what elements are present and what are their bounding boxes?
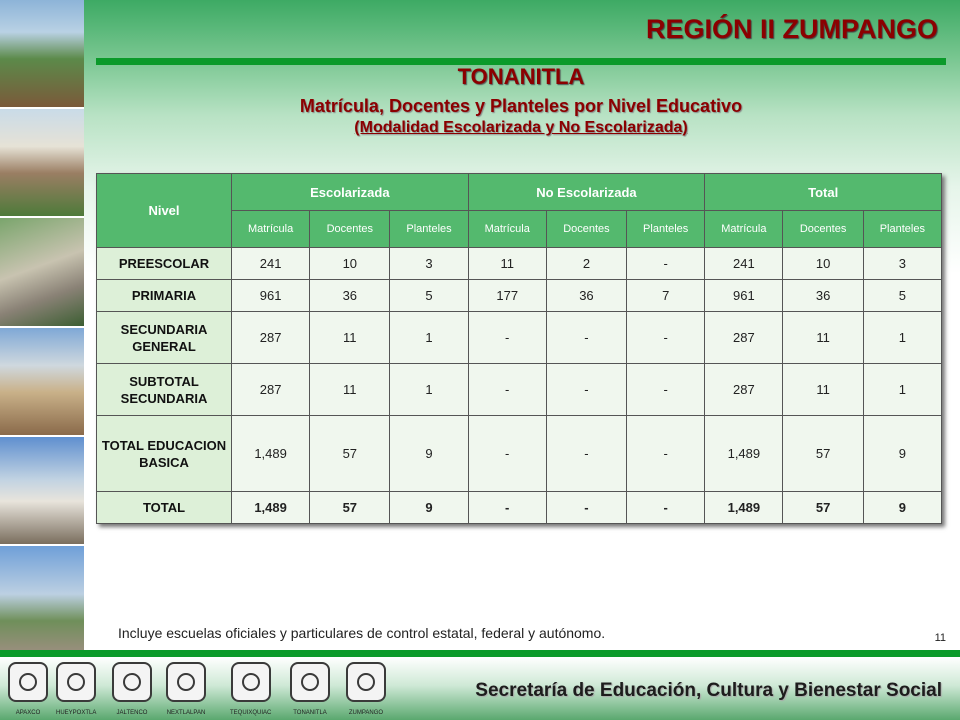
- table-cell: 9: [863, 416, 941, 492]
- table-cell: -: [468, 312, 546, 364]
- photo-strip: [0, 0, 84, 655]
- table-cell: 241: [232, 248, 310, 280]
- table-cell: 287: [705, 312, 783, 364]
- table-cell: 5: [863, 280, 941, 312]
- table-cell: 1: [863, 312, 941, 364]
- table-cell: 287: [705, 364, 783, 416]
- table-cell: 36: [310, 280, 390, 312]
- table-cell: 1: [390, 312, 468, 364]
- table-cell: 961: [232, 280, 310, 312]
- table-row: [97, 364, 942, 416]
- glyph-caption: APAXCO: [15, 710, 41, 716]
- table-row-total: [97, 492, 942, 524]
- glyph-caption: HUEYPOXTLA: [56, 710, 97, 716]
- glyph-caption: TEQUIXQUIAC: [230, 710, 272, 716]
- footnote: Incluye escuelas oficiales y particulares de control estatal, federal y autónomo.: [118, 625, 606, 641]
- enrollment-table: [96, 173, 942, 524]
- table-cell: -: [627, 416, 705, 492]
- table-cell: 57: [783, 416, 863, 492]
- table-cell: 36: [783, 280, 863, 312]
- subheader-cell: Docentes: [546, 211, 626, 248]
- photo-palace: [0, 328, 84, 437]
- table-cell: -: [627, 364, 705, 416]
- glyph-caption: TONANITLA: [293, 710, 327, 716]
- table-cell: 287: [232, 312, 310, 364]
- row-label: SECUNDARIA GENERAL: [97, 312, 232, 364]
- table-cell: 177: [468, 280, 546, 312]
- header-escolarizada: Escolarizada: [232, 174, 469, 211]
- table-cell: -: [468, 416, 546, 492]
- table-cell: 11: [783, 312, 863, 364]
- table-cell: 241: [705, 248, 783, 280]
- subheader-cell: Matrícula: [705, 211, 783, 248]
- row-label: PREESCOLAR: [97, 248, 232, 280]
- table-cell: 1,489: [232, 492, 310, 524]
- row-label: PRIMARIA: [97, 280, 232, 312]
- table-cell: 11: [310, 312, 390, 364]
- glyph-jaltenco-icon: [112, 662, 152, 716]
- table-cell: 1: [863, 364, 941, 416]
- table-cell: 2: [546, 248, 626, 280]
- modality-subtitle: (Modalidad Escolarizada y No Escolarizada): [354, 119, 688, 136]
- table-cell: 36: [546, 280, 626, 312]
- table-cell: 1: [390, 364, 468, 416]
- subheader-cell: Matrícula: [468, 211, 546, 248]
- table-cell: 9: [863, 492, 941, 524]
- table-cell: 11: [468, 248, 546, 280]
- table-cell: -: [546, 492, 626, 524]
- table-row: [97, 312, 942, 364]
- table-cell: 11: [783, 364, 863, 416]
- row-label: TOTAL EDUCACION BASICA: [97, 416, 232, 492]
- table-cell: 57: [783, 492, 863, 524]
- table-row: [97, 280, 942, 312]
- photo-ruins: [0, 218, 84, 327]
- subheader-cell: Docentes: [783, 211, 863, 248]
- table-cell: 961: [705, 280, 783, 312]
- glyph-tequixquiac-icon: [230, 662, 271, 716]
- table-cell: 3: [390, 248, 468, 280]
- glyph-tonanitla-icon: [290, 662, 330, 716]
- municipality-title: TONANITLA: [457, 64, 585, 89]
- table-cell: -: [546, 416, 626, 492]
- subheader-cell: Planteles: [390, 211, 468, 248]
- table-cell: -: [468, 492, 546, 524]
- table-cell: 10: [310, 248, 390, 280]
- table-cell: 9: [390, 492, 468, 524]
- region-title: REGIÓN II ZUMPANGO: [645, 14, 938, 44]
- glyph-hueypoxtla-icon: [56, 662, 96, 716]
- glyph-nextlalpan-icon: [166, 662, 206, 716]
- table-cell: 11: [310, 364, 390, 416]
- table-cell: 1,489: [705, 416, 783, 492]
- table-cell: 10: [783, 248, 863, 280]
- subheader-cell: Planteles: [627, 211, 705, 248]
- bottom-divider: [0, 650, 960, 657]
- table-subtitle: Matrícula, Docentes y Planteles por Nivel Educativo: [299, 96, 743, 116]
- subheader-cell: Docentes: [310, 211, 390, 248]
- glyph-caption: JALTENCO: [116, 710, 148, 716]
- row-label: TOTAL: [97, 492, 232, 524]
- table-cell: -: [627, 312, 705, 364]
- table-cell: 1,489: [232, 416, 310, 492]
- table-cell: 57: [310, 492, 390, 524]
- title-block: [96, 64, 946, 137]
- table-cell: -: [627, 492, 705, 524]
- table-cell: 1,489: [705, 492, 783, 524]
- table-cell: 9: [390, 416, 468, 492]
- table-cell: 287: [232, 364, 310, 416]
- glyph-caption: ZUMPANGO: [348, 710, 384, 716]
- subheader-cell: Planteles: [863, 211, 941, 248]
- photo-church: [0, 109, 84, 218]
- glyph-zumpango-icon: [346, 662, 386, 716]
- table-row: [97, 248, 942, 280]
- table-cell: -: [627, 248, 705, 280]
- table-cell: 7: [627, 280, 705, 312]
- table-cell: -: [546, 364, 626, 416]
- subheader-cell: Matrícula: [232, 211, 310, 248]
- page-number: 11: [934, 632, 946, 644]
- table-cell: -: [468, 364, 546, 416]
- table-cell: -: [546, 312, 626, 364]
- table-cell: 3: [863, 248, 941, 280]
- secretaria-name: Secretaría de Educación, Cultura y Bienestar Social: [475, 680, 942, 701]
- photo-plaza: [0, 0, 84, 109]
- table-cell: 57: [310, 416, 390, 492]
- row-label: SUBTOTAL SECUNDARIA: [97, 364, 232, 416]
- table-row: [97, 416, 942, 492]
- glyph-apaxco-icon: [8, 662, 48, 716]
- header-total: Total: [705, 174, 942, 211]
- glyph-caption: NEXTLALPAN: [166, 710, 206, 716]
- header-no-escolarizada: No Escolarizada: [468, 174, 705, 211]
- header-nivel: Nivel: [97, 174, 232, 248]
- table-cell: 5: [390, 280, 468, 312]
- photo-monument: [0, 437, 84, 546]
- photo-kiosk: [0, 546, 84, 655]
